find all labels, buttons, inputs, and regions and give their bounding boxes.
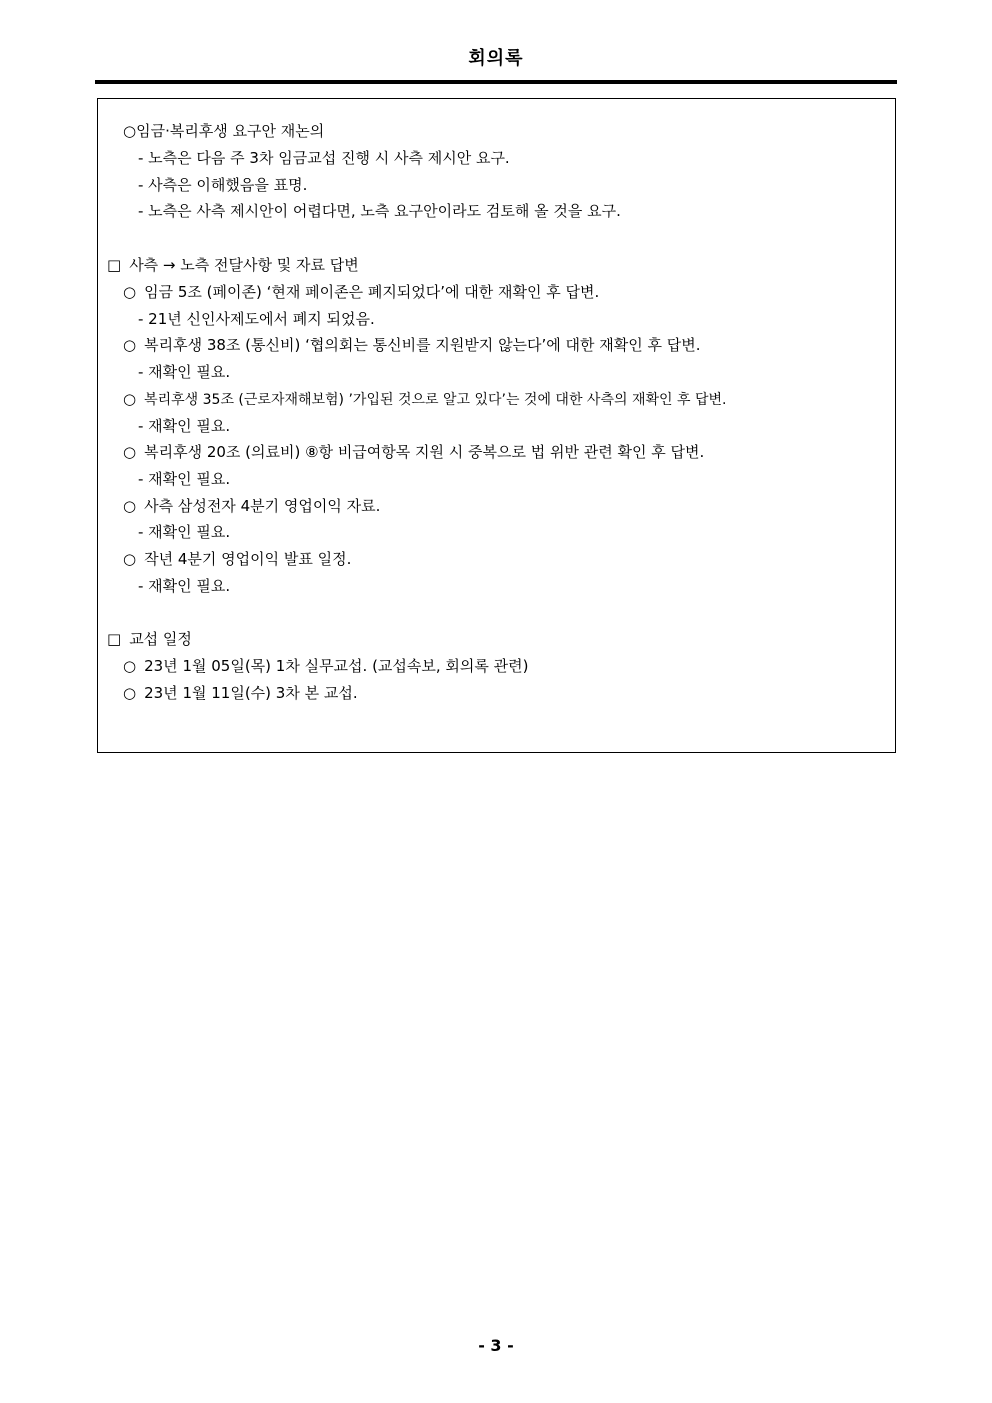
- section3-entry-text: 23년 1월 11일(수) 3차 본 교섭.: [144, 684, 358, 702]
- section2-entry: [123, 496, 380, 516]
- section2-entry: [123, 335, 701, 355]
- section3-heading-text: 교섭 일정: [129, 630, 192, 648]
- section2-entry-detail: - 재확인 필요.: [138, 417, 231, 435]
- section2-entry-detail: - 재확인 필요.: [138, 577, 231, 595]
- section2-entry-text: 복리후생 38조 (통신비) ‘협의회는 통신비를 지원받지 않는다’에 대한 재확인 후 답변.: [144, 336, 701, 354]
- section1-heading-text: 임금·복리후생 요구안 재논의: [136, 122, 325, 140]
- section2-entry-detail: - 21년 신인사제도에서 폐지 되었음.: [138, 310, 375, 328]
- section2-entry-text: 복리후생 35조 (근로자재해보험) ’가입된 것으로 알고 있다’는 것에 대한 사측의 재확인 후 답변.: [144, 392, 727, 408]
- circle-bullet-icon: ○: [123, 550, 137, 568]
- section1-item: - 노측은 다음 주 3차 임금교섭 진행 시 사측 제시안 요구.: [138, 149, 510, 167]
- section2-entry: [123, 389, 726, 410]
- section2-entry: [123, 549, 351, 569]
- section2-entry-detail: - 재확인 필요.: [138, 470, 231, 488]
- section2-heading-text: 사측 → 노측 전달사항 및 자료 답변: [129, 256, 359, 274]
- section3-entry: [123, 656, 529, 676]
- square-bullet-icon: □: [107, 630, 122, 648]
- circle-bullet-icon: ○: [123, 443, 137, 461]
- section2-entry-text: 임금 5조 (페이존) ‘현재 페이존은 폐지되었다’에 대한 재확인 후 답변.: [144, 283, 600, 301]
- section1-item: - 노측은 사측 제시안이 어렵다면, 노측 요구안이라도 검토해 올 것을 요구.: [138, 202, 621, 220]
- section3-heading: [107, 629, 192, 649]
- section2-heading: [107, 255, 359, 275]
- header-divider: [95, 80, 897, 84]
- section2-entry: [123, 442, 704, 462]
- section2-entry-text: 사측 삼성전자 4분기 영업이익 자료.: [144, 497, 381, 515]
- minutes-content-box: [97, 98, 896, 753]
- page-number: - 3 -: [478, 1336, 514, 1355]
- section1-heading: [123, 121, 324, 141]
- section1-item: - 사측은 이해했음을 표명.: [138, 176, 308, 194]
- circle-bullet-icon: ○: [123, 497, 137, 515]
- document-title: 회의록: [468, 48, 524, 69]
- section3-entry: [123, 683, 358, 703]
- section3-entry-text: 23년 1월 05일(목) 1차 실무교섭. (교섭속보, 회의록 관련): [144, 657, 529, 675]
- circle-bullet-icon: ○: [123, 684, 137, 702]
- section2-entry-detail: - 재확인 필요.: [138, 363, 231, 381]
- section2-entry-text: 복리후생 20조 (의료비) ⑧항 비급여항목 지원 시 중복으로 법 위반 관련 확인 후 답변.: [144, 443, 705, 461]
- circle-bullet-icon: ○: [123, 336, 137, 354]
- section2-entry-text: 작년 4분기 영업이익 발표 일정.: [144, 550, 352, 568]
- circle-bullet-icon: ○: [123, 390, 137, 408]
- circle-bullet-icon: ○: [123, 283, 137, 301]
- circle-bullet-icon: ○: [123, 122, 137, 140]
- square-bullet-icon: □: [107, 256, 122, 274]
- circle-bullet-icon: ○: [123, 657, 137, 675]
- section2-entry-detail: - 재확인 필요.: [138, 523, 231, 541]
- section2-entry: [123, 282, 599, 302]
